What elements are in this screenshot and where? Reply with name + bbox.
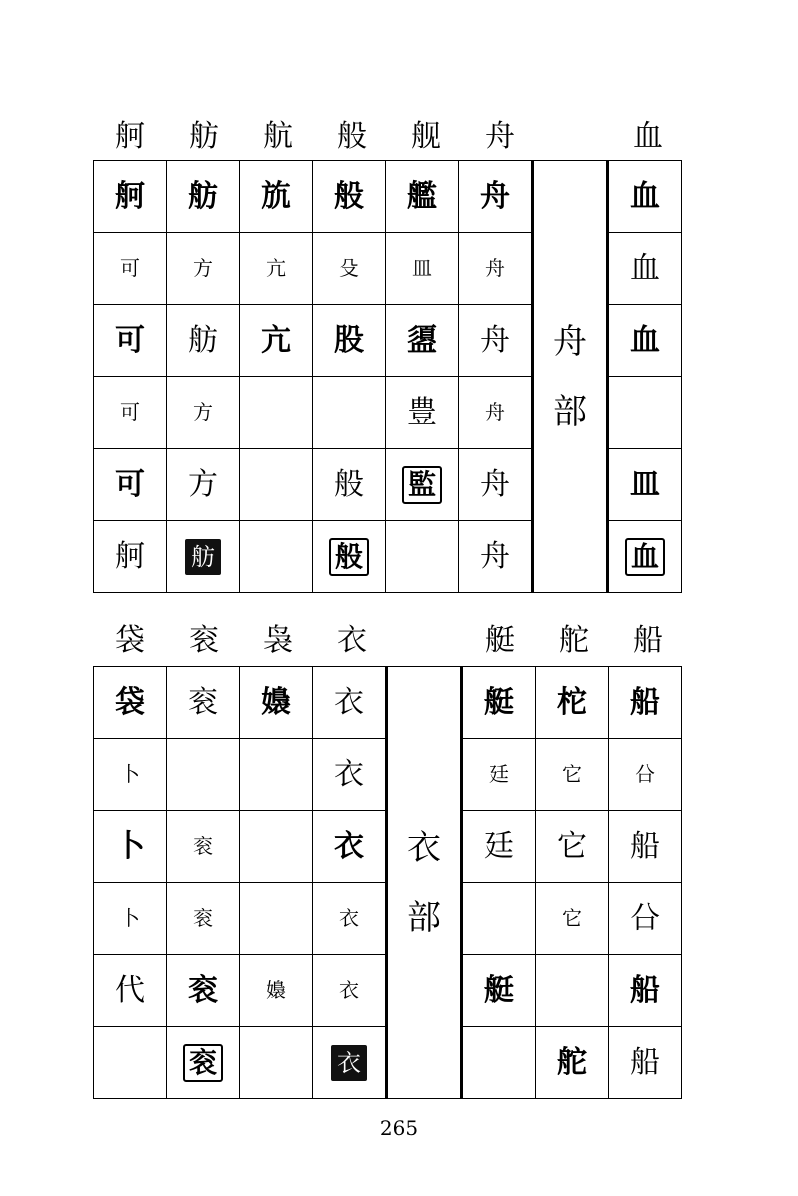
table-cell (240, 883, 313, 955)
table-cell (313, 811, 387, 883)
table-row (94, 161, 682, 233)
table-cell (94, 667, 167, 739)
glyph: 㕣 (635, 762, 655, 786)
table-cell (608, 449, 682, 521)
glyph: 船 (630, 972, 660, 1008)
table-cell (94, 811, 167, 883)
glyph: 艇 (484, 972, 514, 1008)
table-cell (609, 811, 682, 883)
glyph: 舟 (480, 466, 510, 502)
lower-header-8: 船 (633, 623, 663, 658)
radical-char-2: 部 (553, 391, 587, 432)
glyph: 衮 (183, 1044, 223, 1082)
glyph: 卜 (120, 906, 140, 930)
table-cell (608, 233, 682, 305)
glyph: 舵 (557, 1044, 587, 1080)
table-cell (94, 521, 167, 593)
glyph: 亢 (266, 256, 286, 280)
glyph: 亢 (261, 322, 291, 358)
glyph: 般 (329, 538, 369, 576)
radical-char-1: 舟 (553, 321, 587, 362)
table-cell (608, 377, 682, 449)
glyph: 股 (334, 322, 364, 358)
table-cell (94, 1027, 167, 1099)
glyph: 袋 (115, 684, 145, 720)
table-cell (240, 161, 313, 233)
glyph: 嬝 (266, 978, 286, 1002)
table-cell (462, 667, 536, 739)
table-cell (94, 377, 167, 449)
table-cell (240, 521, 313, 593)
table-cell (459, 449, 533, 521)
glyph: 舸 (115, 538, 145, 574)
glyph: 船 (630, 684, 660, 720)
glyph: 血 (630, 178, 660, 214)
lower-header-4: 衣 (337, 623, 367, 658)
table-cell (94, 233, 167, 305)
glyph: 它 (557, 828, 587, 864)
glyph: 舫 (188, 178, 218, 214)
glyph: 它 (562, 762, 582, 786)
table-cell (536, 667, 609, 739)
upper-header-3: 航 (263, 119, 293, 154)
table-cell (313, 1027, 387, 1099)
table-cell (386, 521, 459, 593)
glyph: 舟 (485, 256, 505, 280)
table-cell (462, 739, 536, 811)
table-cell (94, 449, 167, 521)
glyph: 船 (630, 828, 660, 864)
glyph: 血 (630, 322, 660, 358)
lower-header-row (93, 612, 687, 662)
table-cell (536, 883, 609, 955)
glyph: 可 (115, 466, 145, 502)
radical-column (387, 667, 462, 1099)
table-cell (609, 955, 682, 1027)
glyph: 艇 (484, 684, 514, 720)
table-cell (240, 1027, 313, 1099)
lower-header-3: 袅 (263, 623, 293, 658)
upper-header-1: 舸 (115, 119, 145, 154)
lower-character-table (93, 666, 682, 1099)
table-cell (608, 161, 682, 233)
glyph: 皿 (412, 256, 432, 280)
glyph: 方 (188, 466, 218, 502)
glyph: 可 (120, 256, 140, 280)
table-cell (240, 377, 313, 449)
glyph: 衮 (188, 972, 218, 1008)
glyph: 衮 (188, 684, 218, 720)
table-cell (462, 811, 536, 883)
table-cell (94, 161, 167, 233)
glyph: 代 (115, 972, 145, 1008)
upper-header-8: 血 (633, 119, 663, 154)
glyph: 般 (334, 466, 364, 502)
table-cell (240, 305, 313, 377)
glyph: 嬝 (261, 684, 291, 720)
table-cell (536, 955, 609, 1027)
table-cell (462, 883, 536, 955)
table-cell (313, 377, 386, 449)
upper-header-row (93, 108, 687, 158)
table-cell (386, 233, 459, 305)
glyph: 卜 (115, 828, 145, 864)
table-cell (240, 667, 313, 739)
glyph: 衮 (193, 834, 213, 858)
glyph: 方 (193, 256, 213, 280)
radical-column (533, 161, 608, 593)
table-cell (608, 305, 682, 377)
glyph: 卜 (120, 762, 140, 786)
table-cell (536, 811, 609, 883)
table-cell (459, 521, 533, 593)
glyph: 可 (115, 322, 145, 358)
table-cell (386, 161, 459, 233)
table-row (94, 667, 682, 739)
glyph: 㕣 (630, 900, 660, 936)
table-cell (240, 955, 313, 1027)
table-cell (240, 811, 313, 883)
table-cell (167, 739, 240, 811)
upper-header-4: 般 (337, 119, 367, 154)
table-cell (459, 377, 533, 449)
glyph: 衣 (334, 684, 364, 720)
upper-header-5: 舰 (411, 119, 441, 154)
table-cell (459, 305, 533, 377)
table-cell (167, 233, 240, 305)
lower-header-7: 舵 (559, 623, 589, 658)
table-cell (313, 449, 386, 521)
glyph: 衣 (339, 978, 359, 1002)
glyph: 廷 (484, 828, 514, 864)
glyph: 舫 (188, 322, 218, 358)
upper-header-6: 舟 (485, 119, 515, 154)
page-number: 265 (379, 1116, 419, 1140)
table-cell (462, 1027, 536, 1099)
glyph: 衣 (331, 1045, 367, 1081)
table-cell (609, 1027, 682, 1099)
table-cell (313, 883, 387, 955)
glyph: 衣 (334, 828, 364, 864)
glyph: 皿 (630, 466, 660, 502)
table-cell (313, 305, 386, 377)
glyph: 舟 (485, 400, 505, 424)
table-cell (536, 1027, 609, 1099)
table-cell (536, 739, 609, 811)
table-cell (94, 955, 167, 1027)
glyph: 舸 (115, 178, 145, 214)
table-cell (167, 811, 240, 883)
glyph: 舫 (185, 539, 221, 575)
table-cell (608, 521, 682, 593)
radical-char-1: 衣 (407, 827, 441, 868)
table-cell (462, 955, 536, 1027)
glyph: 盨 (407, 322, 437, 358)
glyph: 廷 (489, 762, 509, 786)
glyph: 船 (630, 1044, 660, 1080)
table-cell (313, 161, 386, 233)
glyph: 監 (402, 466, 442, 504)
table-cell (609, 739, 682, 811)
table-cell (240, 739, 313, 811)
upper-header-2: 舫 (189, 119, 219, 154)
table-cell (386, 305, 459, 377)
glyph: 血 (630, 250, 660, 286)
table-cell (167, 449, 240, 521)
glyph: 殳 (339, 256, 359, 280)
glyph: 方 (193, 400, 213, 424)
lower-header-6: 艇 (485, 623, 515, 658)
table-cell (313, 739, 387, 811)
table-cell (240, 233, 313, 305)
table-cell (609, 667, 682, 739)
table-cell (167, 955, 240, 1027)
upper-character-table (93, 160, 682, 593)
table-cell (313, 667, 387, 739)
table-cell (240, 449, 313, 521)
lower-header-2: 衮 (189, 623, 219, 658)
table-cell (459, 161, 533, 233)
glyph: 衣 (334, 756, 364, 792)
glyph: 舟 (480, 322, 510, 358)
table-cell (167, 883, 240, 955)
table-cell (94, 739, 167, 811)
glyph: 舟 (480, 178, 510, 214)
glyph: 可 (120, 400, 140, 424)
table-cell (167, 667, 240, 739)
table-cell (94, 883, 167, 955)
table-cell (313, 233, 386, 305)
glyph: 斻 (261, 178, 291, 214)
glyph: 豊 (407, 394, 437, 430)
table-cell (167, 521, 240, 593)
table-cell (459, 233, 533, 305)
table-cell (167, 161, 240, 233)
glyph: 舟 (480, 538, 510, 574)
table-cell (386, 449, 459, 521)
table-cell (313, 955, 387, 1027)
table-cell (167, 1027, 240, 1099)
table-cell (609, 883, 682, 955)
table-cell (167, 377, 240, 449)
glyph: 衮 (193, 906, 213, 930)
table-cell (313, 521, 386, 593)
glyph: 血 (625, 538, 665, 576)
glyph: 艦 (407, 178, 437, 214)
lower-header-1: 袋 (115, 623, 145, 658)
glyph: 它 (562, 906, 582, 930)
table-cell (94, 305, 167, 377)
glyph: 柁 (557, 684, 587, 720)
glyph: 衣 (339, 906, 359, 930)
glyph: 般 (334, 178, 364, 214)
table-cell (167, 305, 240, 377)
table-cell (386, 377, 459, 449)
radical-char-2: 部 (407, 897, 441, 938)
